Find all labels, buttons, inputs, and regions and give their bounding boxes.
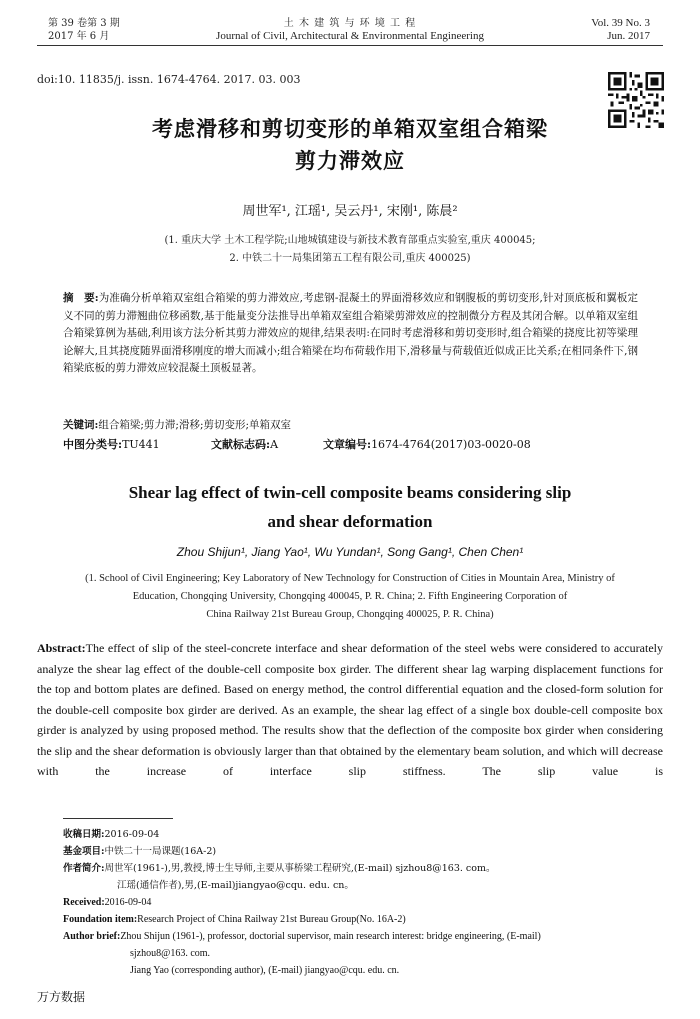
received-cn — [63, 826, 663, 843]
footnotes — [63, 826, 663, 979]
author-cn-line2: 江瑶(通信作者),男,(E-mail)jiangyao@cqu. edu. cn。 — [117, 880, 354, 891]
cn-classification — [63, 436, 531, 452]
journal-volume-issue — [48, 17, 120, 43]
fund-cn — [63, 843, 663, 860]
doc-code-label: 文献标志码: — [211, 438, 271, 451]
fund-cn-label: 基金项目: — [63, 846, 105, 857]
cn-title-line1: 考虑滑移和剪切变形的单箱双室组合箱梁 — [152, 116, 548, 141]
header-left-line1: 第 39 卷第 3 期 — [48, 18, 120, 29]
cn-title — [60, 113, 640, 177]
author-en-line2: sjzhou8@163. com. — [130, 948, 211, 959]
cn-title-line2: 剪力滞效应 — [295, 148, 405, 173]
en-title-line2: and shear deformation — [267, 512, 433, 531]
en-abstract — [37, 638, 663, 782]
en-abstract-text: The effect of slip of the steel-concrete interface and shear deformation of the steel webs were considered to accurately analyze the shear lag effect of the double-cell composite box girder. The different shear lag warping displacement functions for the top and bottom plates are defined. Based on energy method, the control differential equation and the closed-form solution for the double-cell composite box girder are derived. As an example, the shear lag effect of a single box double-cell composite box girder is analyzed by using proposed method. The results show that the deflection of the composite box girder when considering the slip and the shear deformation is obviously larger than that obtained by the elementary beam solution, and which will decrease with the increase of interface slip stiffness. The slip value is — [37, 641, 663, 778]
journal-name — [150, 17, 550, 43]
author-en-label: Author brief: — [63, 931, 121, 942]
header-left-line2: 2017 年 6 月 — [48, 31, 110, 42]
cn-keywords — [63, 417, 291, 432]
footnote-divider — [63, 818, 173, 819]
clc-value: TU441 — [122, 438, 160, 451]
doc-code-value: A — [270, 438, 279, 451]
author-en-line3: Jiang Yao (corresponding author), (E-mail) jiangyao@cqu. edu. cn. — [130, 965, 400, 976]
cn-keywords-label: 关键词: — [63, 419, 99, 431]
author-en-line1: Zhou Shijun (1961-), professor, doctorial supervisor, main research interest: bridge engineering, (E-mail) — [120, 931, 541, 942]
author-cn-line1: 周世军(1961-),男,教授,博士生导师,主要从事桥梁工程研究,(E-mail) sjzhou8@163. com。 — [104, 863, 496, 874]
en-title — [60, 478, 640, 536]
article-no-label: 文章编号: — [323, 438, 372, 451]
cn-keywords-text: 组合箱梁;剪力滞;滑移;剪切变形;单箱双室 — [98, 419, 292, 431]
received-en-label: Received: — [63, 897, 105, 908]
fund-en — [63, 911, 663, 928]
header-divider — [37, 45, 663, 46]
cn-affiliations — [40, 232, 660, 268]
journal-volume-en — [591, 17, 650, 43]
cn-affil-line2: 2. 中铁二十一局集团第五工程有限公司,重庆 400025) — [229, 253, 471, 264]
clc-label: 中图分类号: — [63, 438, 123, 451]
header-center-line2: Journal of Civil, Architectural & Environmental Engineering — [216, 30, 484, 42]
en-authors: Zhou Shijun¹, Jiang Yao¹, Wu Yundan¹, Song Gang¹, Chen Chen¹ — [176, 545, 524, 559]
en-affil-line1: (1. School of Civil Engineering; Key Laboratory of New Technology for Construction of Cities in Mountain Area, Ministry of — [85, 573, 615, 584]
author-en — [63, 928, 663, 945]
received-en-value: 2016-09-04 — [104, 897, 152, 908]
cn-abstract-label: 摘 要: — [63, 292, 99, 304]
doi[interactable]: doi:10. 11835/j. issn. 1674-4764. 2017. 03. 003 — [37, 73, 301, 86]
cn-abstract-text: 为准确分析单箱双室组合箱梁的剪力滞效应,考虑钢-混凝土的界面滑移效应和钢腹板的剪切变形,针对顶底板和翼板定义不同的剪力滞翘曲位移函数,基于能量变分法推导出单箱双室组合箱梁剪滞效应的控制微分方程及其闭合解。以单箱双室组合箱梁算例为基础,利用该方法分析其剪力滞效应的规律,结果表明:在同时考虑滑移和剪切变形时,组合箱梁的挠度比初等梁理论解大,且其挠度随界面滑移刚度的增大而减小;组合箱梁在均布荷载作用下,滑移量与荷载值近似成正比关系;在相同条件下,钢箱梁底板的剪力滞效应较混凝土顶板显著。 — [63, 292, 638, 374]
cn-abstract — [63, 290, 638, 378]
en-affiliations — [40, 570, 660, 624]
en-title-line1: Shear lag effect of twin-cell composite beams considering slip — [128, 483, 572, 502]
cn-authors: 周世军¹, 江瑶¹, 吴云丹¹, 宋刚¹, 陈晨² — [242, 204, 458, 219]
fund-cn-value: 中铁二十一局课题(16A-2) — [104, 846, 217, 857]
author-cn-label: 作者简介: — [63, 863, 105, 874]
header-right-line2: Jun. 2017 — [607, 30, 650, 42]
en-affil-line3: China Railway 21st Bureau Group, Chongqing 400025, P. R. China) — [206, 609, 494, 620]
fund-en-value: Research Project of China Railway 21st Bureau Group(No. 16A-2) — [137, 914, 406, 925]
received-cn-label: 收稿日期: — [63, 829, 105, 840]
en-affil-line2: Education, Chongqing University, Chongqing 400045, P. R. China; 2. Fifth Engineering Corporation of — [132, 591, 568, 602]
author-cn — [63, 860, 663, 877]
header-right-line1: Vol. 39 No. 3 — [591, 17, 650, 29]
received-cn-value: 2016-09-04 — [104, 829, 160, 840]
cn-affil-line1: (1. 重庆大学 土木工程学院;山地城镇建设与新技术教育部重点实验室,重庆 400045; — [164, 235, 536, 246]
article-no-value: 1674-4764(2017)03-0020-08 — [371, 438, 531, 451]
header-center-line1: 土 木 建 筑 与 环 境 工 程 — [283, 18, 417, 29]
en-abstract-label: Abstract: — [37, 641, 86, 655]
received-en — [63, 894, 663, 911]
fund-en-label: Foundation item: — [63, 914, 138, 925]
watermark-wanfang: 万方数据 — [37, 990, 86, 1004]
